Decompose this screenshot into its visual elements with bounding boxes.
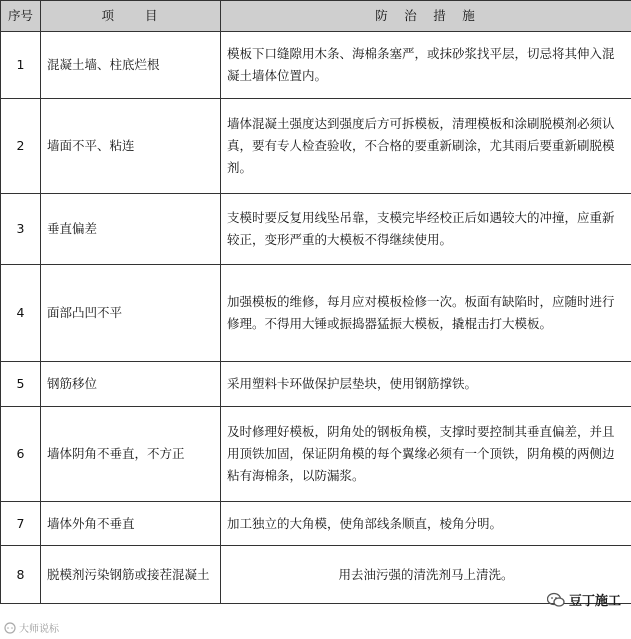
row-no: 4	[1, 265, 41, 362]
wechat-icon	[547, 592, 565, 608]
row-item: 脱模剂污染钢筋或接茬混凝土	[41, 546, 221, 604]
row-measure: 用去油污强的清洗剂马上清洗。	[221, 546, 631, 604]
row-no: 7	[1, 502, 41, 546]
row-item: 混凝土墙、柱底烂根	[41, 32, 221, 99]
watermark-left-text: 大师说标	[19, 624, 59, 635]
row-item: 墙面不平、粘连	[41, 99, 221, 194]
row-measure: 支模时要反复用线坠吊靠，支模完毕经校正后如遇较大的冲撞，应重新较正，变形严重的大模板不得继续使用。	[221, 194, 631, 265]
watermark-right	[547, 590, 621, 609]
row-no: 2	[1, 99, 41, 194]
row-measure: 模板下口缝隙用木条、海棉条塞严，或抹砂浆找平层，切忌将其伸入混凝土墙体位置内。	[221, 32, 631, 99]
row-item: 垂直偏差	[41, 194, 221, 265]
header-item: 项 目	[41, 1, 221, 32]
table-header-row	[1, 1, 631, 32]
row-measure: 墙体混凝土强度达到强度后方可拆模板，清理模板和涂刷脱模剂必须认真，要有专人检查验收，不合格的要重新刷涂，尤其雨后要重新刷脱模剂。	[221, 99, 631, 194]
row-item: 墙体阴角不垂直，不方正	[41, 407, 221, 502]
row-measure: 加工独立的大角模，使角部线条顺直，棱角分明。	[221, 502, 631, 546]
header-measure: 防 治 措 施	[221, 1, 631, 32]
table-row	[1, 194, 631, 265]
row-no: 8	[1, 546, 41, 604]
table-row	[1, 502, 631, 546]
header-no: 序号	[1, 1, 41, 32]
row-no: 3	[1, 194, 41, 265]
table-row	[1, 546, 631, 604]
row-no: 5	[1, 362, 41, 407]
watermark-right-text: 豆丁施工	[568, 594, 621, 609]
table-row	[1, 407, 631, 502]
watermark-left	[4, 620, 59, 635]
row-item: 面部凸凹不平	[41, 265, 221, 362]
row-measure: 采用塑料卡环做保护层垫块，使用钢筋撑铁。	[221, 362, 631, 407]
table-row	[1, 362, 631, 407]
table-row	[1, 32, 631, 99]
table-row	[1, 265, 631, 362]
table-row	[1, 99, 631, 194]
row-no: 6	[1, 407, 41, 502]
row-item: 钢筋移位	[41, 362, 221, 407]
row-no: 1	[1, 32, 41, 99]
row-measure: 加强模板的维修，每月应对模板检修一次。板面有缺陷时，应随时进行修理。不得用大锤或振捣器猛振大模板，撬棍击打大模板。	[221, 265, 631, 362]
row-measure: 及时修理好模板，阴角处的钢板角模，支撑时要控制其垂直偏差，并且用顶铁加固，保证阴角模的每个翼缘必须有一个顶铁，阴角模的两侧边粘有海棉条，以防漏浆。	[221, 407, 631, 502]
chat-bubble-icon	[4, 622, 16, 634]
row-item: 墙体外角不垂直	[41, 502, 221, 546]
